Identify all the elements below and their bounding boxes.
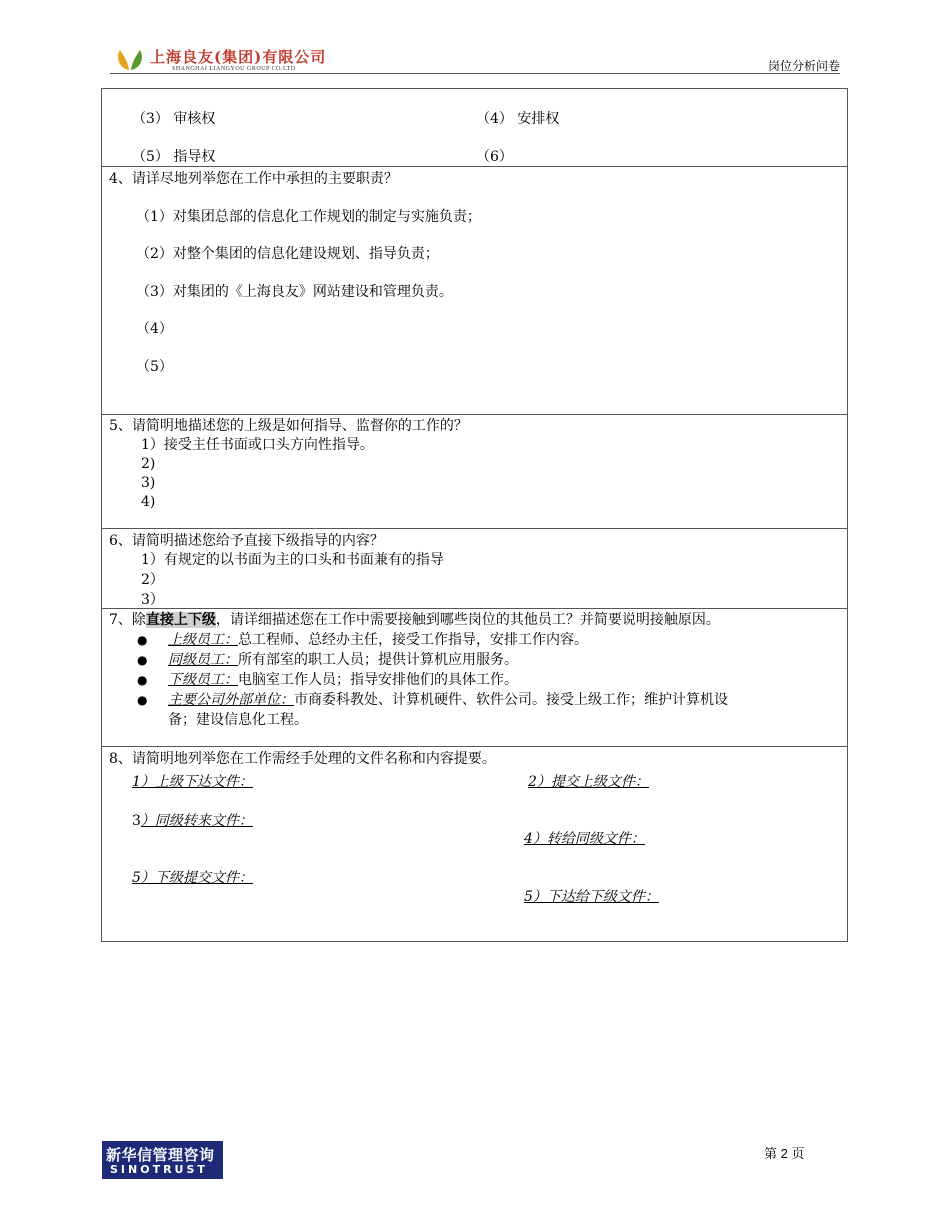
- supervision-item: 1）接受主任书面或口头方向性指导。: [141, 437, 374, 453]
- page-number: 第 2 页: [764, 1146, 805, 1161]
- highlight-term: 直接上下级: [145, 612, 216, 628]
- guidance-item: 2）: [141, 572, 164, 588]
- duty-item: （3）对集团的《上海良友》网站建设和管理负责。: [136, 284, 453, 300]
- supervision-item: 3): [141, 475, 156, 491]
- bullet-icon: ●: [137, 653, 148, 667]
- duty-item: （1）对集团总部的信息化工作规划的制定与实施负责；: [136, 209, 481, 225]
- bullet-icon: ●: [137, 633, 148, 647]
- supervision-item: 4): [141, 494, 156, 510]
- contact-label: 上级员工：: [168, 632, 238, 648]
- question-6: 6、请简明描述您给予直接下级指导的内容？: [109, 533, 384, 549]
- contact-label: 同级员工：: [168, 652, 238, 668]
- authority-item: （6）: [476, 149, 513, 165]
- file-category: 1）上级下达文件：: [132, 774, 253, 790]
- row-divider: [101, 414, 848, 415]
- question-5: 5、请简明地描述您的上级是如何指导、监督你的工作的？: [109, 418, 468, 434]
- bullet-icon: ●: [137, 693, 148, 707]
- contact-item: 同级员工：所有部室的职工人员；提供计算机应用服务。: [168, 652, 518, 668]
- contact-label: 主要公司外部单位：: [168, 692, 294, 708]
- company-logo-icon: [116, 46, 144, 72]
- file-category: 3）同级转来文件：: [132, 813, 253, 829]
- bullet-icon: ●: [137, 673, 148, 687]
- file-category: 2）提交上级文件：: [528, 774, 649, 790]
- contact-item: 上级员工：总工程师、总经办主任，接受工作指导，安排工作内容。: [168, 632, 588, 648]
- contact-item: 下级员工：电脑室工作人员；指导安排他们的具体工作。: [168, 672, 518, 688]
- row-divider: [101, 528, 848, 529]
- company-name-en: SHANGHAI LIANGYOU GROUP CO.LTD: [172, 66, 296, 72]
- duty-item: （5）: [136, 359, 173, 375]
- duty-item: （4）: [136, 321, 173, 337]
- row-divider: [101, 746, 848, 747]
- guidance-item: 1）有规定的以书面为主的口头和书面兼有的指导: [141, 552, 444, 568]
- question-4: 4、请详尽地列举您在工作中承担的主要职责？: [109, 171, 398, 187]
- file-category: 5）下达给下级文件：: [524, 889, 659, 905]
- row-divider: [101, 608, 848, 609]
- file-category: 4）转给同级文件：: [524, 831, 645, 847]
- contact-item: 主要公司外部单位：市商委科教处、计算机硬件、软件公司。接受上级工作；维护计算机设: [168, 692, 728, 708]
- authority-item: （5） 指导权: [132, 149, 216, 165]
- contact-label: 下级员工：: [168, 672, 238, 688]
- company-name-cn: 上海良友(集团)有限公司: [150, 48, 327, 66]
- duty-item: （2）对整个集团的信息化建设规划、指导负责；: [136, 246, 439, 262]
- question-8: 8、请简明地列举您在工作需经手处理的文件名称和内容提要。: [109, 751, 496, 767]
- guidance-item: 3）: [141, 592, 164, 608]
- authority-item: （4） 安排权: [476, 111, 560, 127]
- supervision-item: 2): [141, 456, 156, 472]
- contact-item-continued: 备；建设信息化工程。: [168, 712, 308, 728]
- header-divider: [110, 73, 840, 74]
- question-7: 7、除直接上下级，请详细描述您在工作中需要接触到哪些岗位的其他员工？并简要说明接触原因。: [109, 612, 720, 628]
- file-category: 5）下级提交文件：: [132, 870, 253, 886]
- row-divider: [101, 166, 848, 167]
- consultancy-logo: 新华信管理咨询 SINOTRUST: [102, 1141, 223, 1179]
- document-title: 岗位分析问卷: [767, 59, 840, 73]
- authority-item: （3） 审核权: [132, 111, 216, 127]
